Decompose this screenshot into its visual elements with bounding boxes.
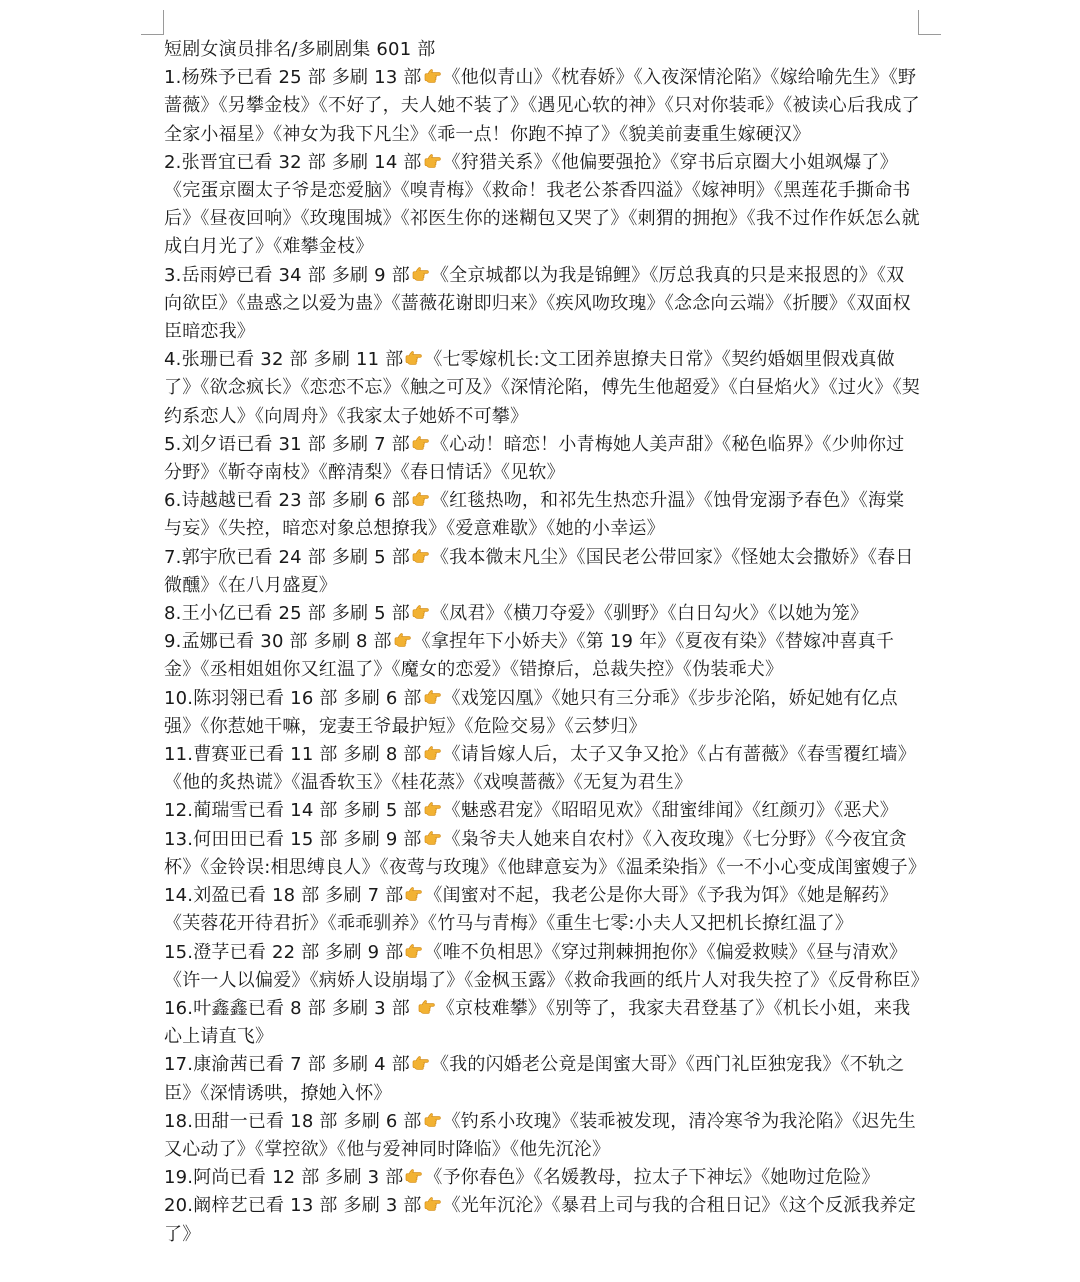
ranking-entry: [164, 487, 920, 543]
hand-pointing-right-icon: [423, 800, 442, 819]
ranking-entry: [164, 346, 920, 431]
drama-titles: 《我的闪婚老公竟是闺蜜大哥》《西门礼臣独宠我》《不轨之臣》《深情诱哄，撩她入怀》: [164, 1054, 905, 1104]
entry-index: 17.: [164, 1054, 194, 1076]
ranking-entry: [164, 1192, 920, 1248]
hand-pointing-right-icon: [423, 152, 442, 171]
entry-index: 5.: [164, 433, 182, 455]
ranking-entry: [164, 995, 920, 1051]
hand-pointing-right-icon: [417, 998, 436, 1017]
hand-pointing-right-icon-shape: [413, 1057, 428, 1070]
drama-titles: 《我本微末凡尘》《国民老公带回家》《怪她太会撒娇》《春日微醺》《在八月盛夏》: [164, 546, 914, 596]
ranking-entry: [164, 1164, 920, 1192]
ranking-entry: [164, 64, 920, 149]
entry-stats: 已看 32 部 多刷 11 部: [217, 349, 404, 371]
actress-name: 阚梓艺: [193, 1195, 248, 1217]
entry-stats: 已看 13 部 多刷 3 部: [247, 1195, 422, 1217]
entry-index: 9.: [164, 631, 182, 653]
hand-pointing-right-icon-shape: [425, 831, 440, 844]
entry-stats: 已看 16 部 多刷 6 部: [247, 687, 422, 709]
entry-index: 16.: [164, 997, 194, 1019]
hand-pointing-right-icon: [411, 265, 430, 284]
ranking-entry: [164, 262, 920, 347]
hand-pointing-right-icon-shape: [413, 549, 428, 562]
entry-stats: 已看 23 部 多刷 6 部: [236, 490, 410, 512]
actress-name: 岳雨婷: [181, 264, 237, 286]
hand-pointing-right-icon-shape: [395, 634, 410, 647]
hand-pointing-right-icon: [423, 1195, 442, 1214]
entry-index: 12.: [164, 800, 194, 822]
actress-name: 康渝茜: [193, 1054, 248, 1076]
ranking-entry: [164, 882, 920, 938]
ranking-entry: [164, 797, 920, 825]
drama-titles: 《全京城都以为我是锦鲤》《厉总我真的只是来报恩的》《双向欲臣》《蛊惑之以爱为蛊》《蔷薇花谢即归来》《疾风吻玫瑰》《念念向云端》《折腰》《双面权臣暗恋我》: [164, 264, 911, 343]
actress-name: 杨殊予: [181, 67, 237, 89]
entry-index: 2.: [164, 151, 182, 173]
drama-titles: 《拿捏年下小娇夫》《第 19 年》《夏夜有染》《替嫁冲喜真千金》《丞相姐姐你又红温了》《魔女的恋爱》《错撩后，总裁失控》《伪装乖犬》: [164, 631, 895, 681]
drama-titles: 《七零嫁机长:文工团养崽撩夫日常》《契约婚姻里假戏真做了》《欲念疯长》《恋恋不忘》《触之可及》《深情沦陷，傅先生他超爱》《白昼焰火》《过火》《契约系恋人》《向周舟》《我家太子她娇不可攀》: [164, 349, 920, 427]
hand-pointing-right-icon: [423, 688, 442, 707]
drama-titles: 《钓系小玫瑰》《装乖被发现，清冷寒爷为我沦陷》《迟先生又心动了》《掌控欲》《他与爱神同时降临》《他先沉沦》: [164, 1110, 917, 1160]
hand-pointing-right-icon: [404, 349, 423, 368]
entry-index: 19.: [164, 1167, 194, 1189]
hand-pointing-right-icon-shape: [413, 493, 428, 506]
hand-pointing-right-icon-shape: [425, 1198, 440, 1211]
actress-name: 张晋宜: [181, 151, 237, 173]
drama-titles: 《光年沉沦》《暴君上司与我的合租日记》《这个反派我养定了》: [164, 1195, 917, 1245]
ranking-entry: [164, 826, 927, 882]
document-body: [164, 36, 929, 1249]
actress-name: 阿尚: [193, 1167, 230, 1189]
actress-name: 郭宇欣: [181, 546, 237, 568]
hand-pointing-right-icon-shape: [406, 352, 421, 365]
drama-titles: 《魅惑君宠》《昭昭见欢》《甜蜜绯闻》《红颜刃》《恶犬》: [442, 800, 899, 822]
hand-pointing-right-icon: [404, 1167, 423, 1186]
drama-titles: 《请旨嫁人后，太子又争又抢》《占有蔷薇》《春雪覆红墙》《他的炙热谎》《温香软玉》《桂花蒸》《戏嗅蔷薇》《无复为君生》: [164, 744, 917, 794]
drama-titles: 《唯不负相思》《穿过荆棘拥抱你》《偏爱救赎》《昼与清欢》《许一人以偏爱》《病娇人设崩塌了》《金枫玉露》《救命我画的纸片人对我失控了》《反骨称臣》: [164, 941, 929, 991]
hand-pointing-right-icon: [423, 829, 442, 848]
entry-index: 20.: [164, 1195, 194, 1217]
actress-name: 叶鑫鑫: [193, 997, 248, 1019]
hand-pointing-right-icon-shape: [425, 747, 440, 760]
actress-name: 澄芓: [193, 941, 230, 963]
entry-index: 10.: [164, 687, 194, 709]
entry-index: 3.: [164, 264, 182, 286]
entry-stats: 已看 15 部 多刷 9 部: [247, 828, 422, 850]
actress-name: 刘夕语: [181, 433, 237, 455]
hand-pointing-right-icon: [423, 1111, 442, 1130]
entry-index: 8.: [164, 603, 182, 625]
actress-name: 王小亿: [181, 603, 237, 625]
entry-index: 13.: [164, 828, 194, 850]
ranking-entry: [164, 628, 920, 684]
actress-name: 曹赛亚: [193, 744, 248, 766]
hand-pointing-right-icon-shape: [406, 944, 421, 957]
ranking-entry: [164, 600, 920, 628]
entry-stats: 已看 14 部 多刷 5 部: [247, 800, 422, 822]
ranking-entry: [164, 1108, 920, 1164]
hand-pointing-right-icon-shape: [406, 888, 421, 901]
drama-titles: 《戏笼囚凰》《她只有三分乖》《步步沦陷，娇妃她有亿点强》《你惹她干嘛，宠妻王爷最护短》《危险交易》《云梦归》: [164, 687, 898, 737]
drama-titles: 《予你春色》《名媛教母，拉太子下神坛》《她吻过危险》: [424, 1167, 880, 1189]
hand-pointing-right-icon-shape: [413, 606, 428, 619]
entry-stats: 已看 8 部 多刷 3 部: [247, 997, 416, 1019]
ranking-entry: [164, 149, 920, 262]
entry-stats: 已看 34 部 多刷 9 部: [236, 264, 410, 286]
hand-pointing-right-icon-shape: [419, 1000, 434, 1013]
hand-pointing-right-icon-shape: [425, 70, 440, 83]
entry-index: 6.: [164, 490, 182, 512]
ranking-entry: [164, 741, 920, 797]
drama-titles: 《枭爷夫人她来自农村》《入夜玫瑰》《七分野》《今夜宜贪杯》《金铃误:相思缚良人》《夜莺与玫瑰》《他肆意妄为》《温柔染指》《一不小心变成闺蜜嫂子》: [164, 828, 927, 878]
entry-stats: 已看 31 部 多刷 7 部: [236, 433, 410, 455]
entry-stats: 已看 30 部 多刷 8 部: [217, 631, 392, 653]
actress-name: 张珊: [181, 349, 218, 371]
entry-stats: 已看 25 部 多刷 13 部: [236, 67, 422, 89]
hand-pointing-right-icon: [411, 434, 430, 453]
actress-name: 刘盈: [193, 885, 230, 907]
drama-titles: 《心动！暗恋！小青梅她人美声甜》《秘色临界》《少帅你过分野》《靳夺南枝》《醉清梨》《春日情话》《见软》: [164, 433, 905, 484]
page-corner-mark-top-right: [918, 10, 941, 35]
entry-index: 1.: [164, 67, 182, 89]
drama-titles: 《凤君》《横刀夺爱》《驯野》《白日勾火》《以她为笼》: [430, 603, 869, 625]
actress-name: 何田田: [193, 828, 248, 850]
ranking-entry: [164, 1051, 920, 1107]
ranking-entry: [164, 685, 920, 741]
drama-titles: 《他似青山》《枕春娇》《入夜深情沦陷》《嫁给喻先生》《野蔷薇》《另攀金枝》《不好了，夫人她不装了》《遇见心软的神》《只对你装乖》《被读心后我成了全家小福星》《神女为我下凡尘》《乖一点！你跑不掉了》《貌美前妻重生嫁硬汉》: [164, 67, 920, 145]
actress-name: 蔺瑞雪: [193, 800, 248, 822]
ranking-entry: [164, 544, 920, 600]
hand-pointing-right-icon: [423, 744, 442, 763]
hand-pointing-right-icon-shape: [406, 1170, 421, 1183]
hand-pointing-right-icon: [411, 603, 430, 622]
entry-stats: 已看 22 部 多刷 9 部: [229, 941, 404, 963]
entry-stats: 已看 11 部 多刷 8 部: [247, 744, 422, 766]
ranking-list: [164, 64, 929, 1249]
hand-pointing-right-icon: [404, 885, 423, 904]
entry-stats: 已看 25 部 多刷 5 部: [236, 603, 410, 625]
actress-name: 孟娜: [181, 631, 218, 653]
hand-pointing-right-icon: [393, 631, 412, 650]
ranking-entry: [164, 939, 929, 995]
drama-titles: 《闺蜜对不起，我老公是你大哥》《予我为饵》《她是解药》《芙蓉花开待君折》《乖乖驯养》《竹马与青梅》《重生七零:小夫人又把机长撩红温了》: [164, 885, 898, 935]
drama-titles: 《狩猎关系》《他偏要强抢》《穿书后京圈大小姐飒爆了》《完蛋京圈太子爷是恋爱脑》《嗅青梅》《救命！我老公茶香四溢》《嫁神明》《黑莲花手撕命书后》《昼夜回响》《玫瑰围城》《祁医生你的迷糊包又哭了》《刺猬的拥抱》《我不过作作妖怎么就成白月光了》《难攀金枝》: [164, 151, 920, 258]
entry-index: 4.: [164, 349, 182, 371]
document-title: 短剧女演员排名/多刷剧集 601 部: [164, 39, 436, 60]
hand-pointing-right-icon-shape: [425, 154, 440, 167]
actress-name: 陈羽翎: [193, 687, 248, 709]
hand-pointing-right-icon: [411, 547, 430, 566]
hand-pointing-right-icon-shape: [425, 803, 440, 816]
ranking-entry: [164, 431, 920, 487]
entry-stats: 已看 18 部 多刷 7 部: [229, 885, 404, 907]
entry-index: 15.: [164, 941, 194, 963]
entry-index: 7.: [164, 546, 182, 568]
hand-pointing-right-icon-shape: [425, 690, 440, 703]
entry-stats: 已看 32 部 多刷 14 部: [236, 151, 422, 173]
hand-pointing-right-icon: [411, 490, 430, 509]
hand-pointing-right-icon: [411, 1054, 430, 1073]
drama-titles: 《京枝难攀》《别等了，我家夫君登基了》《机长小姐，来我心上请直飞》: [164, 997, 911, 1048]
entry-index: 18.: [164, 1110, 194, 1132]
hand-pointing-right-icon-shape: [413, 436, 428, 449]
hand-pointing-right-icon-shape: [425, 1113, 440, 1126]
entry-stats: 已看 18 部 多刷 6 部: [247, 1110, 422, 1132]
drama-titles: 《红毯热吻，和祁先生热恋升温》《蚀骨宠溺予春色》《海棠与妄》《失控，暗恋对象总想撩我》《爱意难歇》《她的小幸运》: [164, 490, 905, 540]
entry-stats: 已看 24 部 多刷 5 部: [236, 546, 410, 568]
hand-pointing-right-icon: [404, 942, 423, 961]
entry-stats: 已看 12 部 多刷 3 部: [229, 1167, 404, 1189]
actress-name: 诗越越: [181, 490, 237, 512]
entry-index: 14.: [164, 885, 194, 907]
page-corner-mark-top-left: [141, 10, 164, 35]
hand-pointing-right-icon: [423, 67, 442, 86]
entry-stats: 已看 7 部 多刷 4 部: [247, 1054, 410, 1076]
entry-index: 11.: [164, 744, 194, 766]
hand-pointing-right-icon-shape: [413, 267, 428, 280]
actress-name: 田甜一: [193, 1110, 248, 1132]
